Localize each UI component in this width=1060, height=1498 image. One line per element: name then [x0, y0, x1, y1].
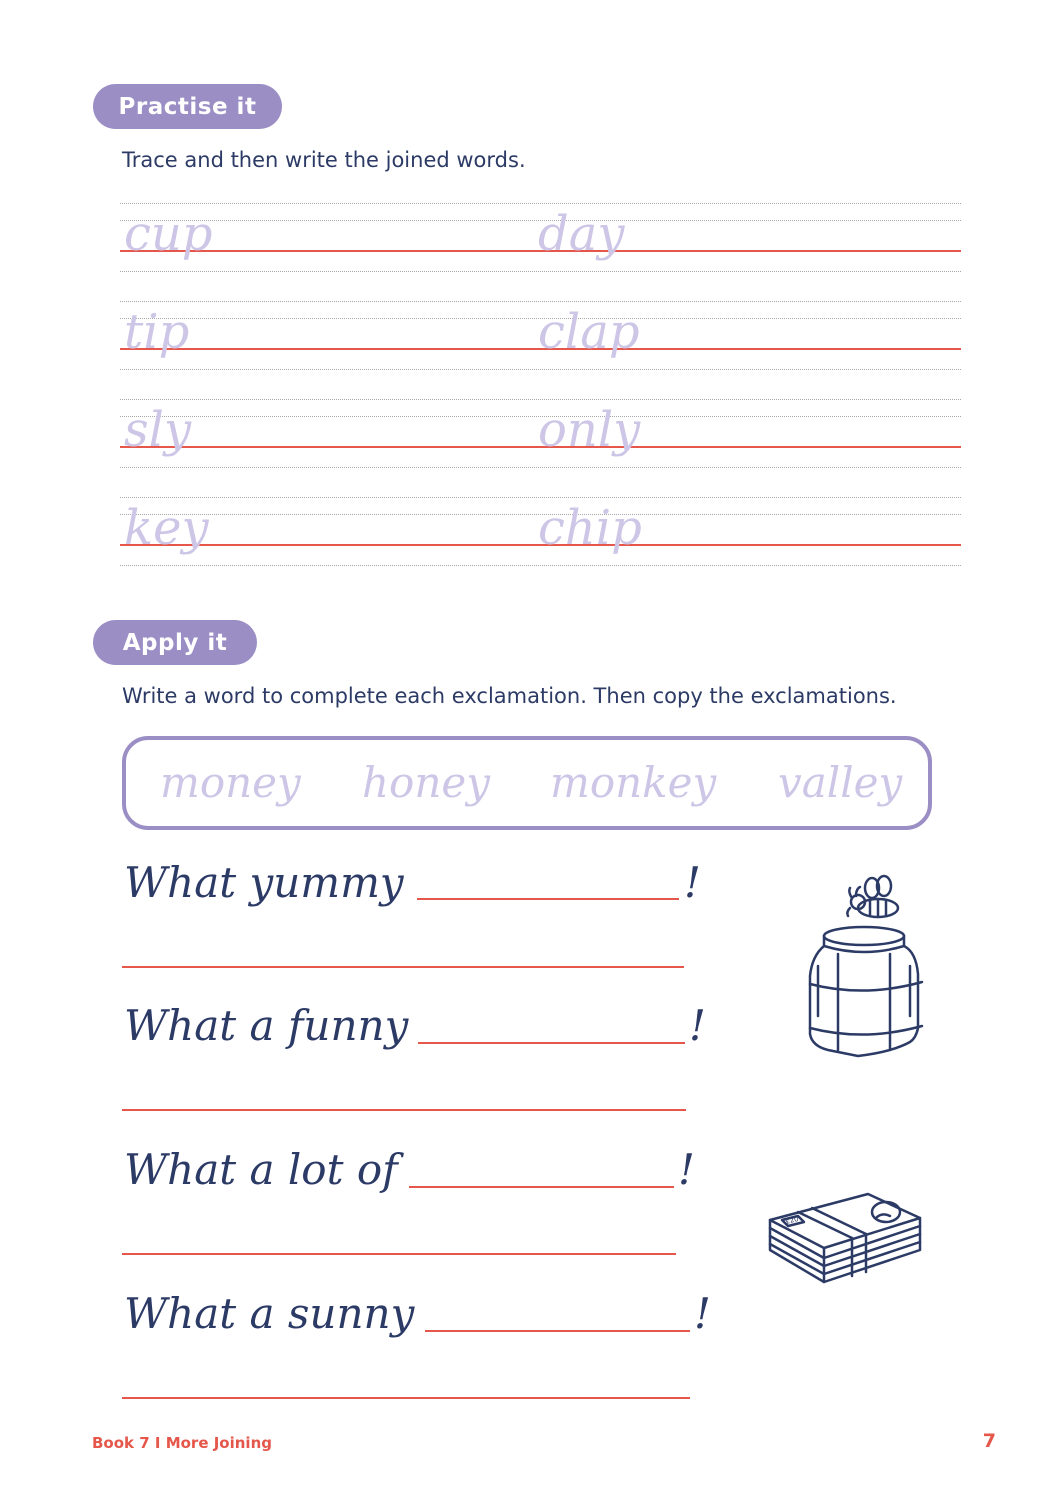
- trace-word: key: [124, 500, 209, 556]
- guide-line: [120, 271, 961, 272]
- answer-line[interactable]: [418, 1042, 685, 1044]
- answer-line[interactable]: [417, 898, 679, 900]
- footer-book-title: Book 7 I More Joining: [92, 1434, 272, 1452]
- answer-line[interactable]: [409, 1186, 674, 1188]
- exclamation-mark: !: [684, 858, 701, 907]
- trace-word: only: [538, 402, 641, 458]
- copy-line[interactable]: [122, 966, 684, 968]
- word-bank-item: monkey: [550, 758, 717, 807]
- answer-line[interactable]: [425, 1330, 690, 1332]
- copy-line[interactable]: [122, 1109, 686, 1111]
- apply-heading-label: Apply it: [122, 629, 228, 656]
- word-bank-item: money: [160, 758, 301, 807]
- practise-heading: [93, 84, 282, 129]
- apply-instruction: Write a word to complete each exclamation. Then copy the exclamations.: [122, 684, 897, 708]
- banknote-bundle-icon: [764, 1174, 924, 1286]
- page-number: 7: [982, 1430, 996, 1452]
- copy-line[interactable]: [122, 1397, 690, 1399]
- exclamation-sentence: What yummy: [124, 858, 404, 907]
- exclamation-sentence: What a sunny: [124, 1289, 415, 1338]
- trace-word: sly: [124, 402, 192, 458]
- word-bank: [122, 736, 932, 830]
- apply-heading: [93, 620, 257, 665]
- guide-line: [120, 369, 961, 370]
- trace-word: cup: [124, 206, 213, 262]
- guide-line: [120, 497, 961, 498]
- word-bank-item: valley: [778, 758, 903, 807]
- exclamation-sentence: What a funny: [124, 1001, 409, 1050]
- guide-line: [120, 301, 961, 302]
- exclamation-mark: !: [694, 1289, 711, 1338]
- exclamation-mark: !: [678, 1145, 695, 1194]
- guide-line: [120, 203, 961, 204]
- copy-line[interactable]: [122, 1253, 676, 1255]
- svg-text:£20: £20: [784, 1214, 800, 1226]
- guide-line: [120, 467, 961, 468]
- honey-jar-with-bee-icon: [800, 866, 930, 1062]
- practise-heading-label: Practise it: [118, 93, 257, 120]
- trace-word: clap: [538, 304, 640, 360]
- trace-word: tip: [124, 304, 190, 360]
- trace-word: day: [538, 206, 625, 262]
- guide-line: [120, 565, 961, 566]
- word-bank-item: honey: [362, 758, 490, 807]
- trace-word: chip: [538, 500, 642, 556]
- practise-instruction: Trace and then write the joined words.: [122, 148, 526, 172]
- exclamation-sentence: What a lot of: [124, 1145, 398, 1194]
- guide-line: [120, 399, 961, 400]
- exclamation-mark: !: [689, 1001, 706, 1050]
